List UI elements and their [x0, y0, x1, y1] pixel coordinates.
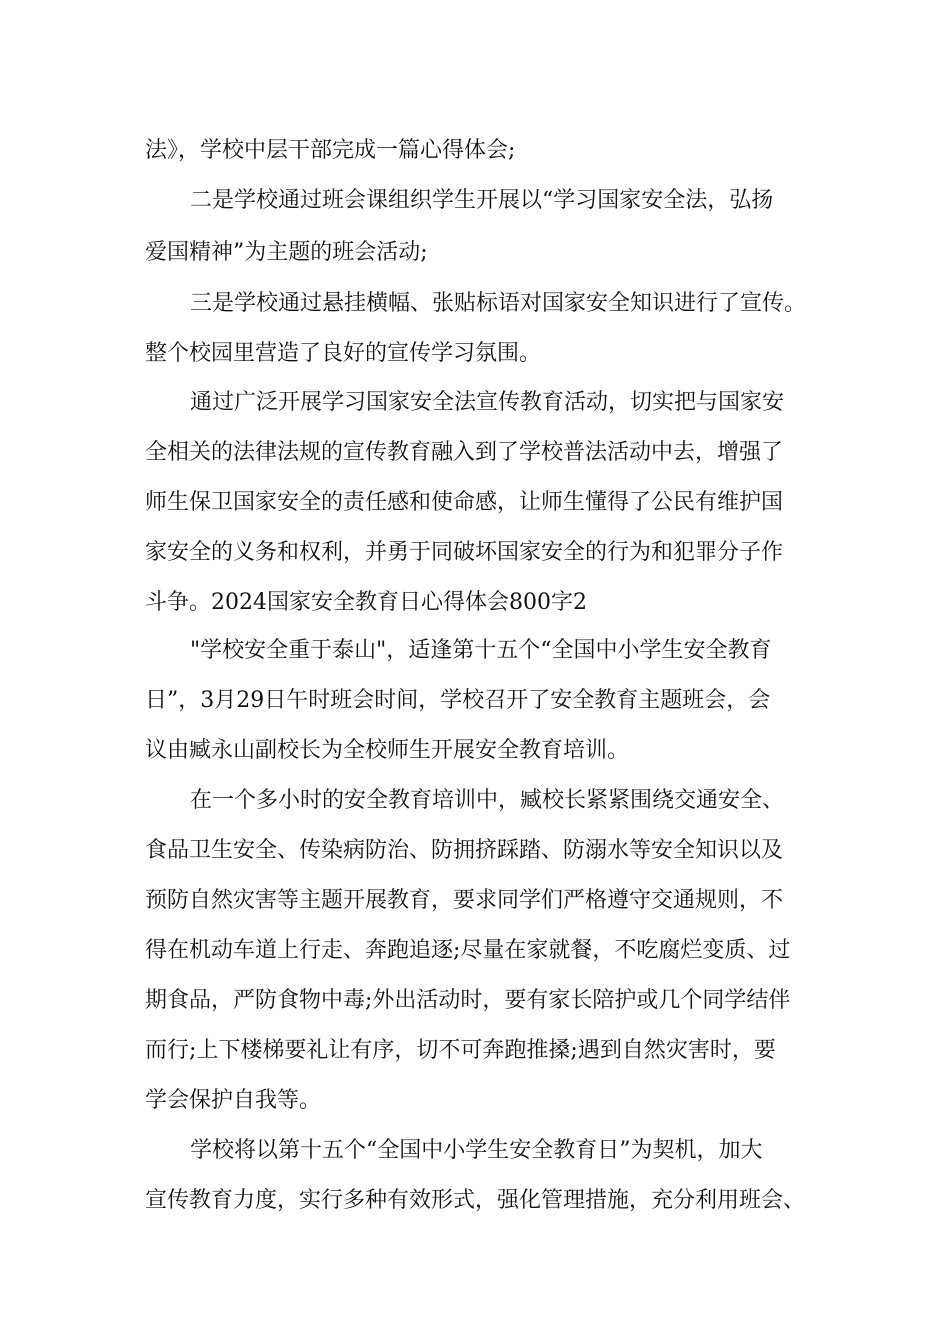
text-line: 整个校园里营造了良好的宣传学习氛围。	[145, 341, 542, 366]
text-line: 师生保卫国家安全的责任感和使命感，让师生懂得了公民有维护国	[145, 490, 784, 515]
text-line: 学会保护自我等。	[145, 1088, 322, 1113]
text-line: 预防自然灾害等主题开展教育，要求同学们严格遵守交通规则，不	[145, 888, 784, 913]
text-line: 家安全的义务和权利，并勇于同破坏国家安全的行为和犯罪分子作	[145, 540, 784, 565]
text-line: 斗争。2024国家安全教育日心得体会800字2	[145, 590, 587, 615]
text-line: 法》，学校中层干部完成一篇心得体会;	[145, 138, 516, 163]
text-line: 在一个多小时的安全教育培训中，臧校长紧紧围绕交通安全、	[190, 788, 785, 813]
text-line: 食品卫生安全、传染病防治、防拥挤踩踏、防溺水等安全知识以及	[145, 838, 784, 863]
text-line: 期食品，严防食物中毒;外出活动时，要有家长陪护或几个同学结伴	[145, 988, 791, 1013]
text-line: 日”，3月29日午时班会时间，学校召开了安全教育主题班会，会	[145, 688, 771, 713]
text-line: 爱国精神”为主题的班会活动;	[145, 240, 428, 265]
text-line: 全相关的法律法规的宣传教育融入到了学校普法活动中去，增强了	[145, 440, 784, 465]
text-line: 学校将以第十五个“全国中小学生安全教育日”为契机，加大	[190, 1138, 763, 1163]
text-line: 宣传教育力度，实行多种有效形式，强化管理措施，充分利用班会、	[145, 1188, 806, 1213]
text-line: 议由臧永山副校长为全校师生开展安全教育培训。	[145, 738, 630, 763]
text-line: 三是学校通过悬挂横幅、张贴标语对国家安全知识进行了宣传。	[190, 291, 807, 316]
text-line: "学校安全重于泰山"，适逢第十五个“全国中小学生安全教育	[190, 638, 772, 663]
text-line: 二是学校通过班会课组织学生开展以“学习国家安全法，弘扬	[190, 188, 774, 213]
text-line: 得在机动车道上行走、奔跑追逐;尽量在家就餐，不吃腐烂变质、过	[145, 938, 791, 963]
text-line: 而行;上下楼梯要礼让有序，切不可奔跑推搡;遇到自然灾害时，要	[145, 1038, 776, 1063]
text-line: 通过广泛开展学习国家安全法宣传教育活动，切实把与国家安	[190, 390, 785, 415]
